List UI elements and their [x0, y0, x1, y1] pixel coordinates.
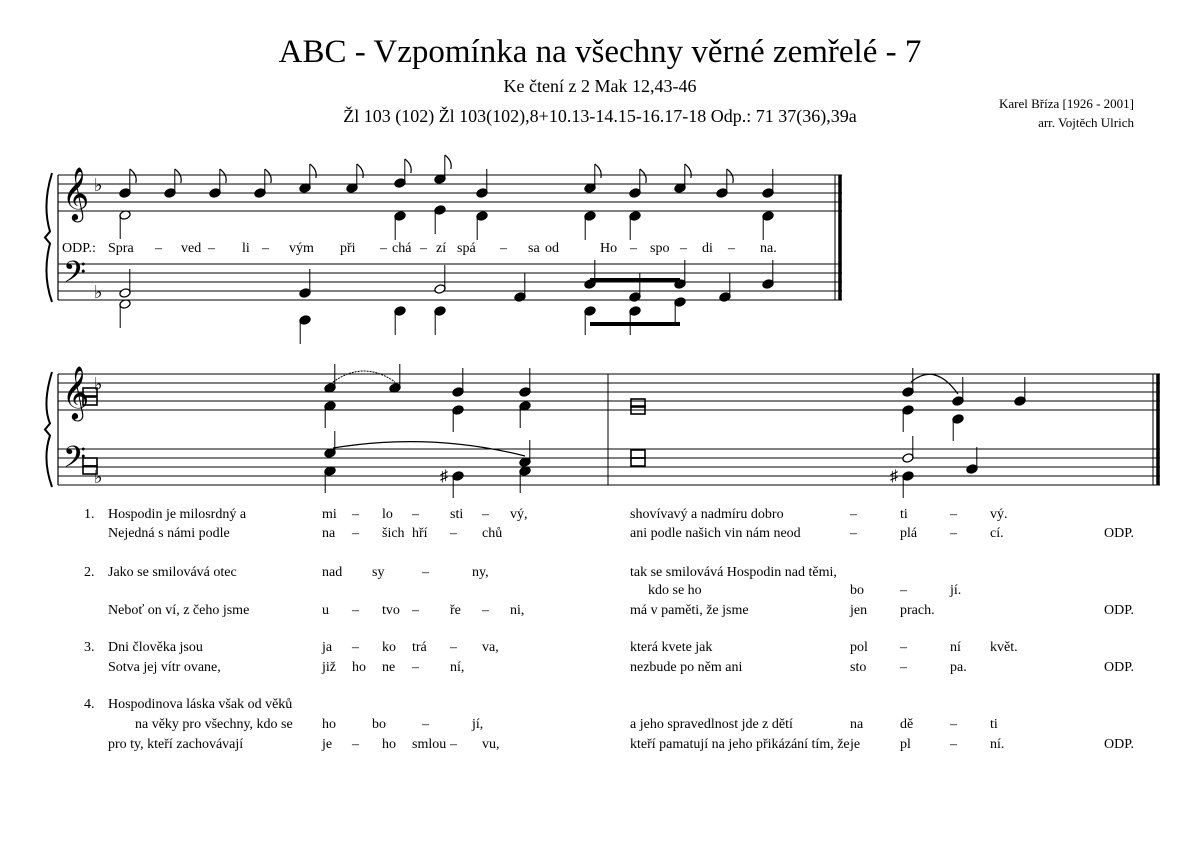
- verse-syllable: –: [450, 737, 457, 752]
- flat-icon: ♭: [94, 175, 103, 196]
- verse-number: 4.: [84, 697, 95, 712]
- verse-text: Jako se smilovává otec: [108, 565, 237, 580]
- verse-syllable: –: [422, 565, 429, 580]
- verse-syllable: –: [352, 640, 359, 655]
- verse-syllable: –: [850, 507, 857, 522]
- verse-syllable: –: [950, 717, 957, 732]
- verse-syllable: –: [412, 603, 419, 618]
- verse-syllable: –: [900, 660, 907, 675]
- verse-syllable: prach.: [900, 603, 935, 618]
- verse-text: nezbude po něm ani: [630, 660, 743, 675]
- response-syllable: od: [545, 241, 559, 256]
- verse-syllable: u: [322, 603, 329, 618]
- verse-syllable: va,: [482, 640, 499, 655]
- response-syllable: Ho: [600, 241, 618, 256]
- verse-text: Neboť on ví, z čeho jsme: [108, 603, 250, 618]
- response-syllable: –: [680, 241, 687, 256]
- verse-syllable: trá: [412, 640, 427, 655]
- verse-syllable: –: [950, 737, 957, 752]
- flag-icon: [357, 164, 363, 178]
- verse-syllable: pa.: [950, 660, 967, 675]
- verse-syllable: na: [850, 717, 864, 732]
- beam: [590, 322, 680, 326]
- verse-syllable: sy: [372, 565, 385, 580]
- sharp-icon: ♯: [440, 468, 448, 485]
- response-syllable: –: [380, 241, 387, 256]
- verse-text: která kvete jak: [630, 640, 713, 655]
- verse-syllable: ho: [382, 737, 396, 752]
- response-syllable: chá: [392, 241, 412, 256]
- verse-text: pro ty, kteří zachovávají: [108, 737, 244, 752]
- response-syllable: vým: [289, 241, 314, 256]
- flag-icon: [310, 164, 316, 178]
- verse-syllable: ti: [990, 717, 998, 732]
- verse-syllable: nad: [322, 565, 343, 580]
- verse-syllable: –: [352, 737, 359, 752]
- verse-syllable: jí,: [472, 717, 484, 732]
- response-syllable: Spra: [108, 241, 134, 256]
- verse-syllable: –: [450, 640, 457, 655]
- verse-number: 2.: [84, 565, 95, 580]
- verse-syllable: bo: [850, 583, 864, 598]
- verse-syllable: květ.: [990, 640, 1018, 655]
- verse-syllable: jí.: [950, 583, 962, 598]
- verse-syllable: je: [850, 737, 861, 752]
- verse-syllable: šich: [382, 526, 405, 541]
- verse-text: ani podle našich vin nám neod: [630, 526, 801, 541]
- verse-syllable: ja: [322, 640, 333, 655]
- bass-clef-icon: 𝄢: [63, 256, 87, 297]
- verse-text: má v paměti, že jsme: [630, 603, 749, 618]
- flag-icon: [265, 169, 271, 183]
- arranger-credit: arr. Vojtěch Ulrich: [1038, 115, 1134, 130]
- flag-icon: [405, 159, 411, 173]
- verse-text: Hospodinova láska však od věků: [108, 697, 293, 712]
- response-syllable: na.: [760, 241, 777, 256]
- verse-syllable: ní.: [990, 737, 1005, 752]
- slur: [911, 374, 958, 394]
- verse-syllable: na: [322, 526, 336, 541]
- flag-icon: [445, 155, 451, 169]
- sharp-icon: ♯: [890, 468, 898, 485]
- breve-note: [631, 450, 645, 458]
- verse-syllable: jen: [850, 603, 868, 618]
- flag-icon: [640, 169, 646, 183]
- verse-text: na věky pro všechny, kdo se: [135, 717, 293, 732]
- verse-syllable: –: [352, 603, 359, 618]
- verse-syllable: ní: [950, 640, 961, 655]
- verse-syllable: –: [900, 640, 907, 655]
- verse-syllable: vu,: [482, 737, 500, 752]
- verse-text: Dni člověka jsou: [108, 640, 203, 655]
- flat-icon: ♭: [94, 282, 103, 303]
- verse-syllable: ne: [382, 660, 396, 675]
- verse-text: tak se smilovává Hospodin nad těmi,: [630, 565, 837, 580]
- notes: [83, 155, 1026, 498]
- reading-reference: Ke čtení z 2 Mak 12,43-46: [503, 76, 697, 96]
- verse-text: kdo se ho: [648, 583, 702, 598]
- verse-syllable: pl: [900, 737, 911, 752]
- response-syllable: li: [242, 241, 250, 256]
- response-syllable: zí: [436, 241, 447, 256]
- response-syllable: při: [340, 241, 356, 256]
- breve-note: [631, 458, 645, 466]
- verse-syllable: ny,: [472, 565, 489, 580]
- slur: [333, 371, 395, 382]
- verse-syllable: –: [422, 717, 429, 732]
- clefs: [62, 166, 103, 488]
- verse-syllable: ni,: [510, 603, 525, 618]
- response-syllable: sa: [528, 241, 540, 256]
- verse-syllable: –: [950, 526, 957, 541]
- response-syllable: ved: [181, 241, 202, 256]
- verse-syllable: –: [450, 526, 457, 541]
- page-title: ABC - Vzpomínka na všechny věrné zemřelé - 7: [278, 34, 922, 70]
- verse-syllable: sti: [450, 507, 464, 522]
- verse-syllable: sto: [850, 660, 867, 675]
- brace: [45, 372, 52, 487]
- flat-icon: ♭: [94, 374, 103, 395]
- verse-text: Nejedná s námi podle: [108, 526, 230, 541]
- response-syllable: di: [702, 241, 713, 256]
- response-cue: ODP.: [1104, 603, 1134, 618]
- flag-icon: [595, 164, 601, 178]
- verse-number: 3.: [84, 640, 95, 655]
- flag-icon: [175, 169, 181, 183]
- response-label: ODP.:: [62, 241, 96, 256]
- response-cue: ODP.: [1104, 737, 1134, 752]
- staff-lines: [45, 173, 1160, 487]
- response-syllable: spá: [457, 241, 476, 256]
- verse-syllable: –: [482, 507, 489, 522]
- response-syllable: spo: [650, 241, 670, 256]
- verse-syllable: ko: [382, 640, 396, 655]
- verse-syllable: chů: [482, 526, 503, 541]
- verse-syllable: hří: [412, 526, 428, 541]
- brace: [45, 173, 52, 302]
- response-syllable: –: [728, 241, 735, 256]
- verse-text: a jeho spravedlnost jde z dětí: [630, 717, 793, 732]
- response-syllable: –: [630, 241, 637, 256]
- verse-syllable: vý,: [510, 507, 528, 522]
- verse-syllable: cí.: [990, 526, 1004, 541]
- response-syllable: –: [420, 241, 427, 256]
- verse-syllable: –: [412, 660, 419, 675]
- verse-syllable: dě: [900, 717, 914, 732]
- flag-icon: [685, 164, 691, 178]
- response-syllable: –: [208, 241, 215, 256]
- verse-syllable: ho: [322, 717, 336, 732]
- flag-icon: [220, 169, 226, 183]
- response-syllable: –: [262, 241, 269, 256]
- verse-syllable: ře: [450, 603, 461, 618]
- verse-syllable: vý.: [990, 507, 1008, 522]
- flag-icon: [130, 169, 136, 183]
- response-syllable: –: [500, 241, 507, 256]
- verse-syllable: mi: [322, 507, 337, 522]
- verse-syllable: bo: [372, 717, 386, 732]
- verse-syllable: lo: [382, 507, 393, 522]
- response-cue: ODP.: [1104, 660, 1134, 675]
- verse-syllable: –: [352, 507, 359, 522]
- verse-text: Hospodin je milosrdný a: [108, 507, 247, 522]
- composer-credit: Karel Bříza [1926 - 2001]: [998, 96, 1134, 111]
- psalm-reference: Žl 103 (102) Žl 103(102),8+10.13-14.15-16.17-18 Odp.: 71 37(36),39a: [343, 106, 857, 126]
- flag-icon: [727, 169, 733, 183]
- verse-syllable: plá: [900, 526, 918, 541]
- verse-syllable: –: [352, 526, 359, 541]
- verse-text: shovívavý a nadmíru dobro: [630, 507, 784, 522]
- verse-syllable: ní,: [450, 660, 465, 675]
- verse-syllable: již: [322, 660, 336, 675]
- verse-syllable: –: [900, 583, 907, 598]
- flat-icon: ♭: [94, 467, 103, 488]
- verse-syllable: –: [850, 526, 857, 541]
- treble-clef-icon: 𝄞: [62, 166, 90, 220]
- verse-syllable: smlou: [412, 737, 447, 752]
- response-syllable: –: [155, 241, 162, 256]
- beam: [590, 278, 680, 282]
- verse-syllable: ti: [900, 507, 908, 522]
- verse-text: kteří pamatují na jeho přikázání tím, že: [630, 737, 850, 752]
- verse-syllable: ho: [352, 660, 366, 675]
- bass-clef-icon: 𝄢: [63, 441, 87, 482]
- verse-number: 1.: [84, 507, 95, 522]
- verse-syllable: –: [950, 507, 957, 522]
- verse-syllable: –: [412, 507, 419, 522]
- verse-syllable: –: [482, 603, 489, 618]
- verse-syllable: je: [322, 737, 333, 752]
- verse-syllable: tvo: [382, 603, 400, 618]
- verse-syllable: pol: [850, 640, 868, 655]
- verse-text: Sotva jej vítr ovane,: [108, 660, 221, 675]
- treble-clef-icon: 𝄞: [62, 365, 90, 419]
- response-cue: ODP.: [1104, 526, 1134, 541]
